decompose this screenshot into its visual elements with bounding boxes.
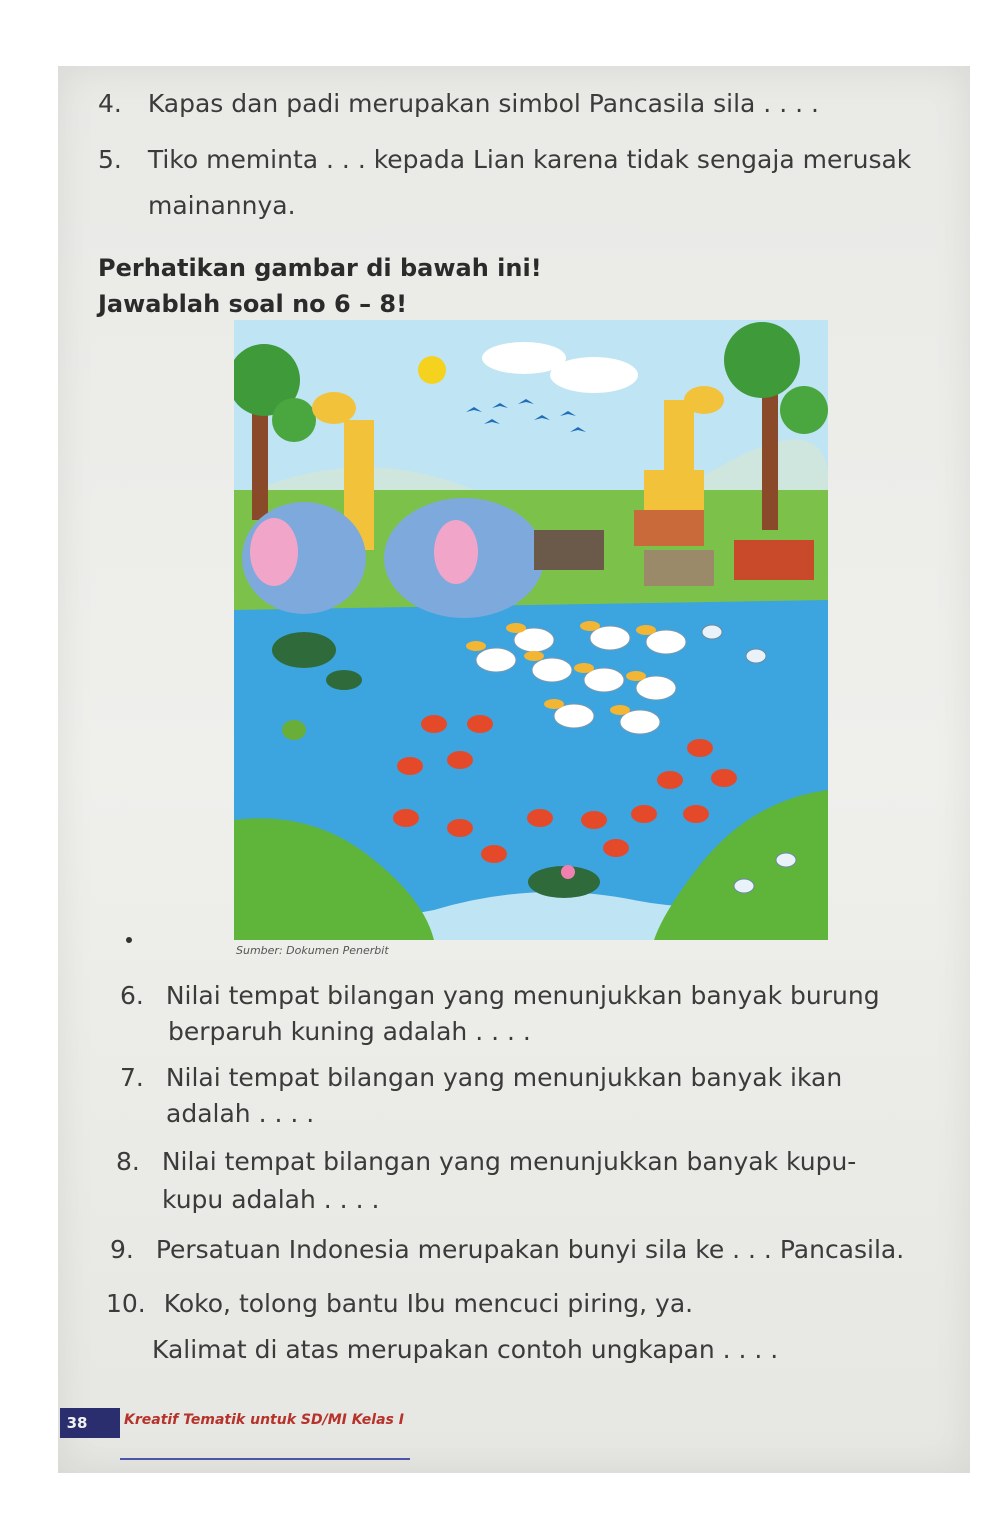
page-number: 38	[60, 1408, 94, 1438]
instruction-line-1: Perhatikan gambar di bawah ini!	[98, 254, 542, 282]
question-number: 9.	[110, 1235, 134, 1264]
question-number: 6.	[120, 981, 144, 1010]
question-text: Persatuan Indonesia merupakan bunyi sila ke . . . Pancasila.	[155, 1235, 905, 1264]
question-7	[120, 1060, 970, 1096]
question-text: Nilai tempat bilangan yang menunjukkan banyak kupu-	[161, 1147, 857, 1176]
question-text: Tiko meminta . . . kepada Lian karena tidak sengaja merusak	[147, 145, 912, 174]
question-number: 5.	[98, 145, 122, 174]
question-6-continuation: berparuh kuning adalah . . . .	[168, 1017, 531, 1046]
question-4	[98, 86, 819, 122]
question-text: Nilai tempat bilangan yang menunjukkan banyak burung	[165, 981, 880, 1010]
bullet-mark	[126, 937, 132, 943]
figure-caption: Sumber: Dokumen Penerbit	[236, 944, 389, 957]
instruction-line-2: Jawablah soal no 6 – 8!	[98, 290, 408, 318]
textbook-page	[58, 66, 970, 1473]
question-number: 7.	[120, 1063, 144, 1092]
question-number: 4.	[98, 89, 122, 118]
book-title: Kreatif Tematik untuk SD/MI Kelas I	[124, 1412, 404, 1428]
question-8-continuation: kupu adalah . . . .	[162, 1185, 380, 1214]
question-5-continuation: mainannya.	[148, 191, 296, 220]
question-text: Nilai tempat bilangan yang menunjukkan banyak ikan	[165, 1063, 843, 1092]
question-10-continuation: Kalimat di atas merupakan contoh ungkapan . . . .	[152, 1335, 779, 1364]
question-7-continuation: adalah . . . .	[166, 1099, 315, 1128]
question-text: Kapas dan padi merupakan simbol Pancasila sila . . . .	[147, 89, 819, 118]
pond-illustration	[234, 320, 828, 940]
question-number: 10.	[106, 1289, 146, 1318]
footer-underline	[120, 1458, 410, 1460]
question-text: Koko, tolong bantu Ibu mencuci piring, ya.	[163, 1289, 694, 1318]
question-number: 8.	[116, 1147, 140, 1176]
question-5	[98, 142, 958, 178]
question-6	[120, 978, 970, 1014]
question-8	[116, 1144, 966, 1180]
question-10	[106, 1286, 966, 1322]
question-9	[110, 1232, 970, 1268]
